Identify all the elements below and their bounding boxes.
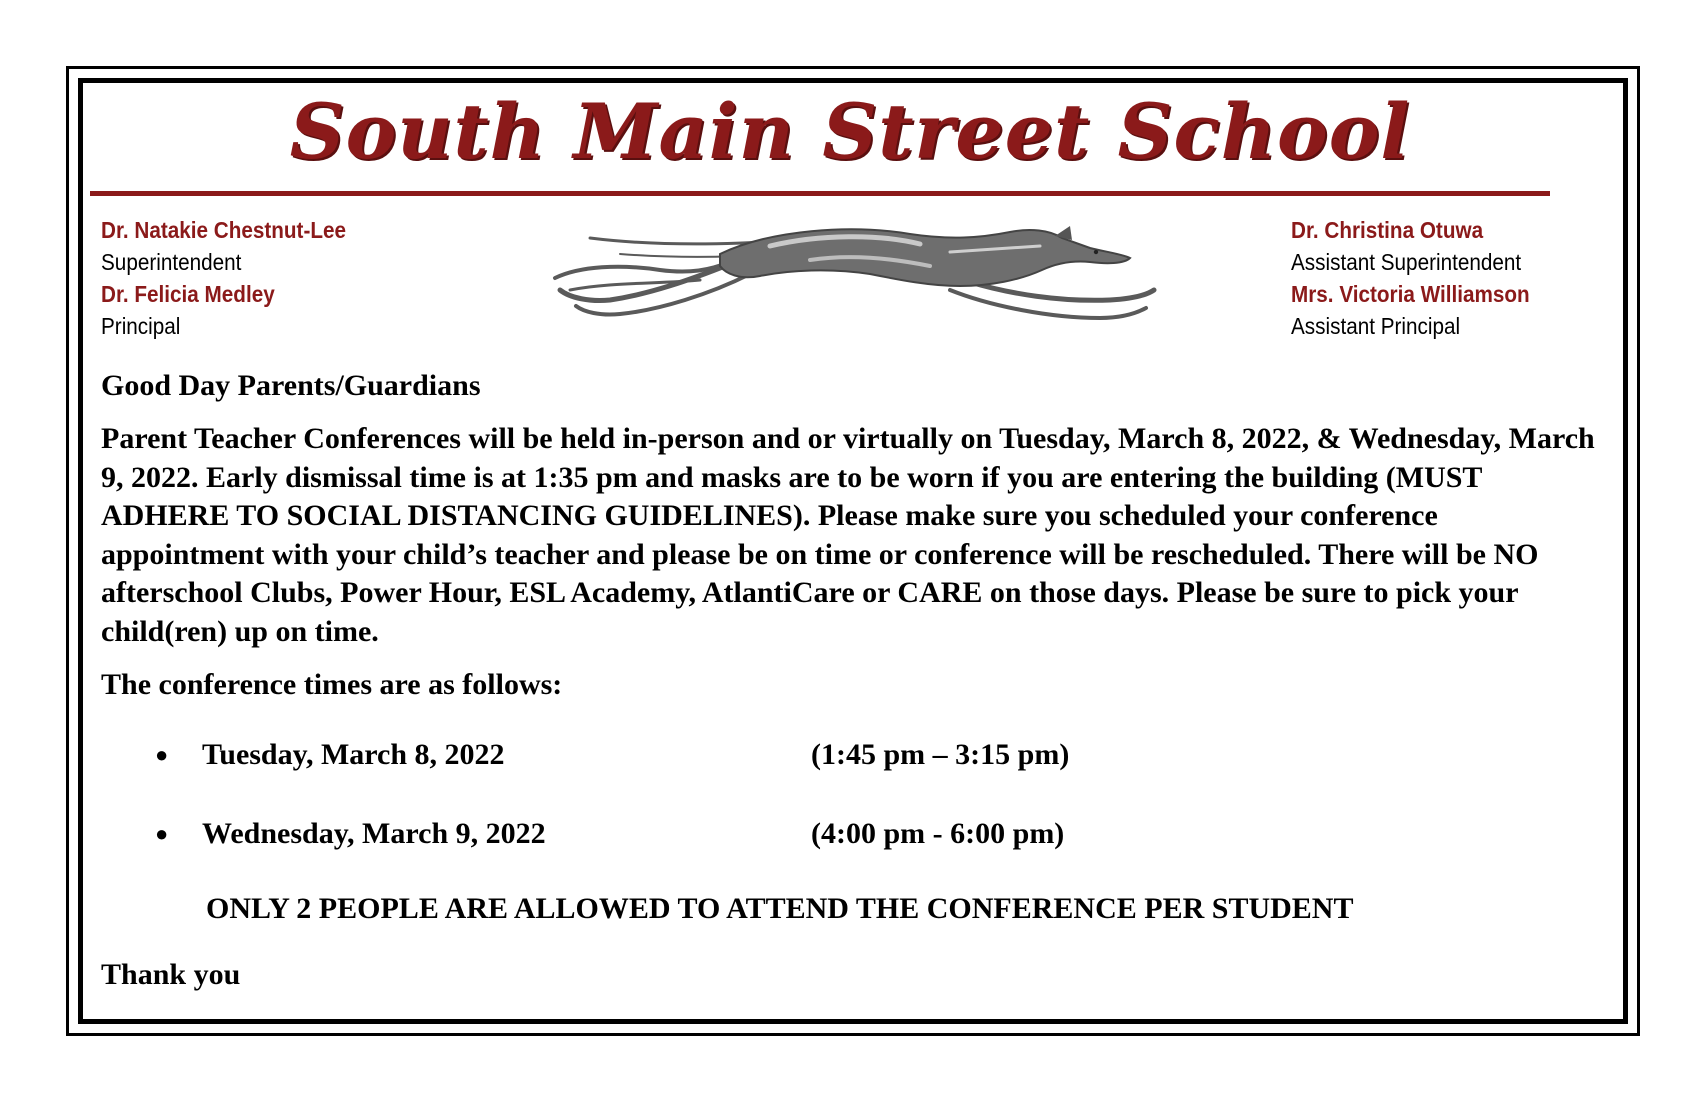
- principal-name: Dr. Felicia Medley: [101, 281, 275, 307]
- staff-right-block: [1291, 214, 1530, 342]
- greyhound-icon: [550, 224, 1160, 330]
- bullet-icon: ●: [155, 821, 169, 846]
- assistant-superintendent-name: Dr. Christina Otuwa: [1291, 217, 1484, 243]
- announcement-paragraph: Parent Teacher Conferences will be held in-person and or virtually on Tuesday, March 8, 2022, & Wednesday, March 9, 2022. Early dismissal time is at 1:35 pm and masks are to be worn if you are entering the building (MUST ADHERE TO SOCIAL DISTANCING GUIDELINES). Please make sure you scheduled your conference appointment with your child’s teacher and please be on time or conference will be rescheduled. There will be NO afterschool Clubs, Power Hour, ESL Academy, AtlantiCare or CARE on those days. Please be sure to pick your child(ren) up on time.: [101, 422, 1595, 648]
- schedule-item: [101, 735, 1601, 775]
- conference-schedule: [101, 735, 1601, 854]
- schedule-time: (4:00 pm - 6:00 pm): [811, 817, 1065, 850]
- principal-role: Principal: [101, 313, 181, 339]
- assistant-principal-name: Mrs. Victoria Williamson: [1291, 281, 1530, 307]
- greeting: Good Day Parents/Guardians: [101, 369, 481, 402]
- school-title: South Main Street School: [289, 87, 1411, 176]
- bullet-icon: ●: [155, 742, 169, 767]
- schedule-time: (1:45 pm – 3:15 pm): [811, 738, 1070, 771]
- title-underline: [90, 191, 1550, 196]
- conference-times-intro: The conference times are as follows:: [101, 668, 563, 701]
- schedule-day: Tuesday, March 8, 2022: [202, 738, 505, 771]
- letter-body: [101, 366, 1601, 995]
- schedule-item: [101, 814, 1601, 854]
- superintendent-name: Dr. Natakie Chestnut-Lee: [101, 217, 347, 243]
- closing: Thank you: [101, 958, 241, 991]
- assistant-principal-role: Assistant Principal: [1291, 313, 1461, 339]
- staff-left-block: [101, 214, 346, 342]
- assistant-superintendent-role: Assistant Superintendent: [1291, 249, 1522, 275]
- schedule-day: Wednesday, March 9, 2022: [202, 817, 546, 850]
- attendance-notice: ONLY 2 PEOPLE ARE ALLOWED TO ATTEND THE CONFERENCE PER STUDENT: [206, 892, 1354, 925]
- superintendent-role: Superintendent: [101, 249, 242, 275]
